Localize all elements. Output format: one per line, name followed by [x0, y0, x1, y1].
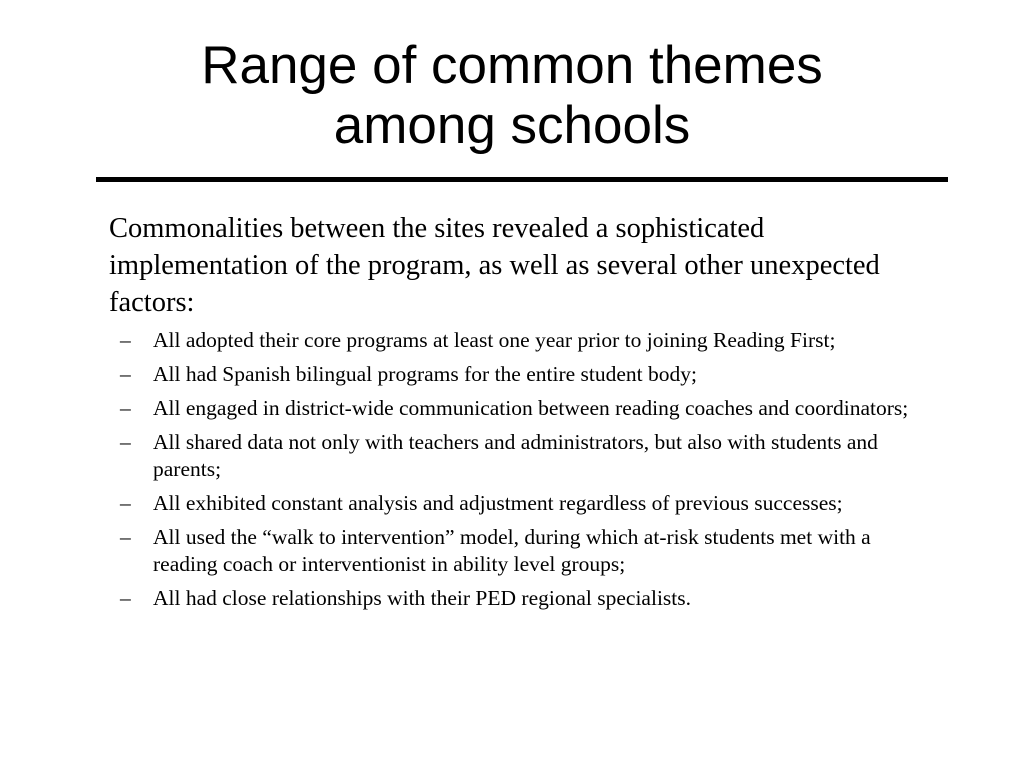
- bullet-dash: –: [120, 525, 131, 549]
- list-item: [120, 395, 920, 422]
- bullet-text: All engaged in district-wide communication between reading coaches and coordinators;: [153, 396, 909, 420]
- bullet-list: [120, 327, 920, 619]
- bullet-text: All had close relationships with their PED regional specialists.: [153, 586, 691, 610]
- bullet-text: All shared data not only with teachers and administrators, but also with students and parents;: [153, 430, 878, 481]
- list-item: [120, 327, 920, 354]
- list-item: [120, 361, 920, 388]
- bullet-dash: –: [120, 430, 131, 454]
- list-item: [120, 490, 920, 517]
- list-item: [120, 429, 920, 483]
- bullet-text: All adopted their core programs at least one year prior to joining Reading First;: [153, 328, 836, 352]
- list-item: [120, 524, 920, 578]
- bullet-text: All exhibited constant analysis and adjustment regardless of previous successes;: [153, 491, 843, 515]
- slide-title: [96, 36, 928, 156]
- intro-paragraph: Commonalities between the sites revealed a sophisticated implementation of the program, as well as several other unexpected factors:: [109, 213, 880, 318]
- bullet-dash: –: [120, 362, 131, 386]
- title-divider: [96, 177, 948, 182]
- slide-title-line-1: Range of common themes: [201, 36, 823, 95]
- bullet-text: All used the “walk to intervention” model, during which at-risk students met with a reading coach or interventionist in ability level groups;: [153, 525, 871, 576]
- list-item: [120, 585, 920, 612]
- slide-title-line-2: among schools: [333, 96, 691, 155]
- bullet-text: All had Spanish bilingual programs for the entire student body;: [153, 362, 697, 386]
- bullet-dash: –: [120, 586, 131, 610]
- bullet-dash: –: [120, 396, 131, 420]
- bullet-dash: –: [120, 328, 131, 352]
- bullet-dash: –: [120, 491, 131, 515]
